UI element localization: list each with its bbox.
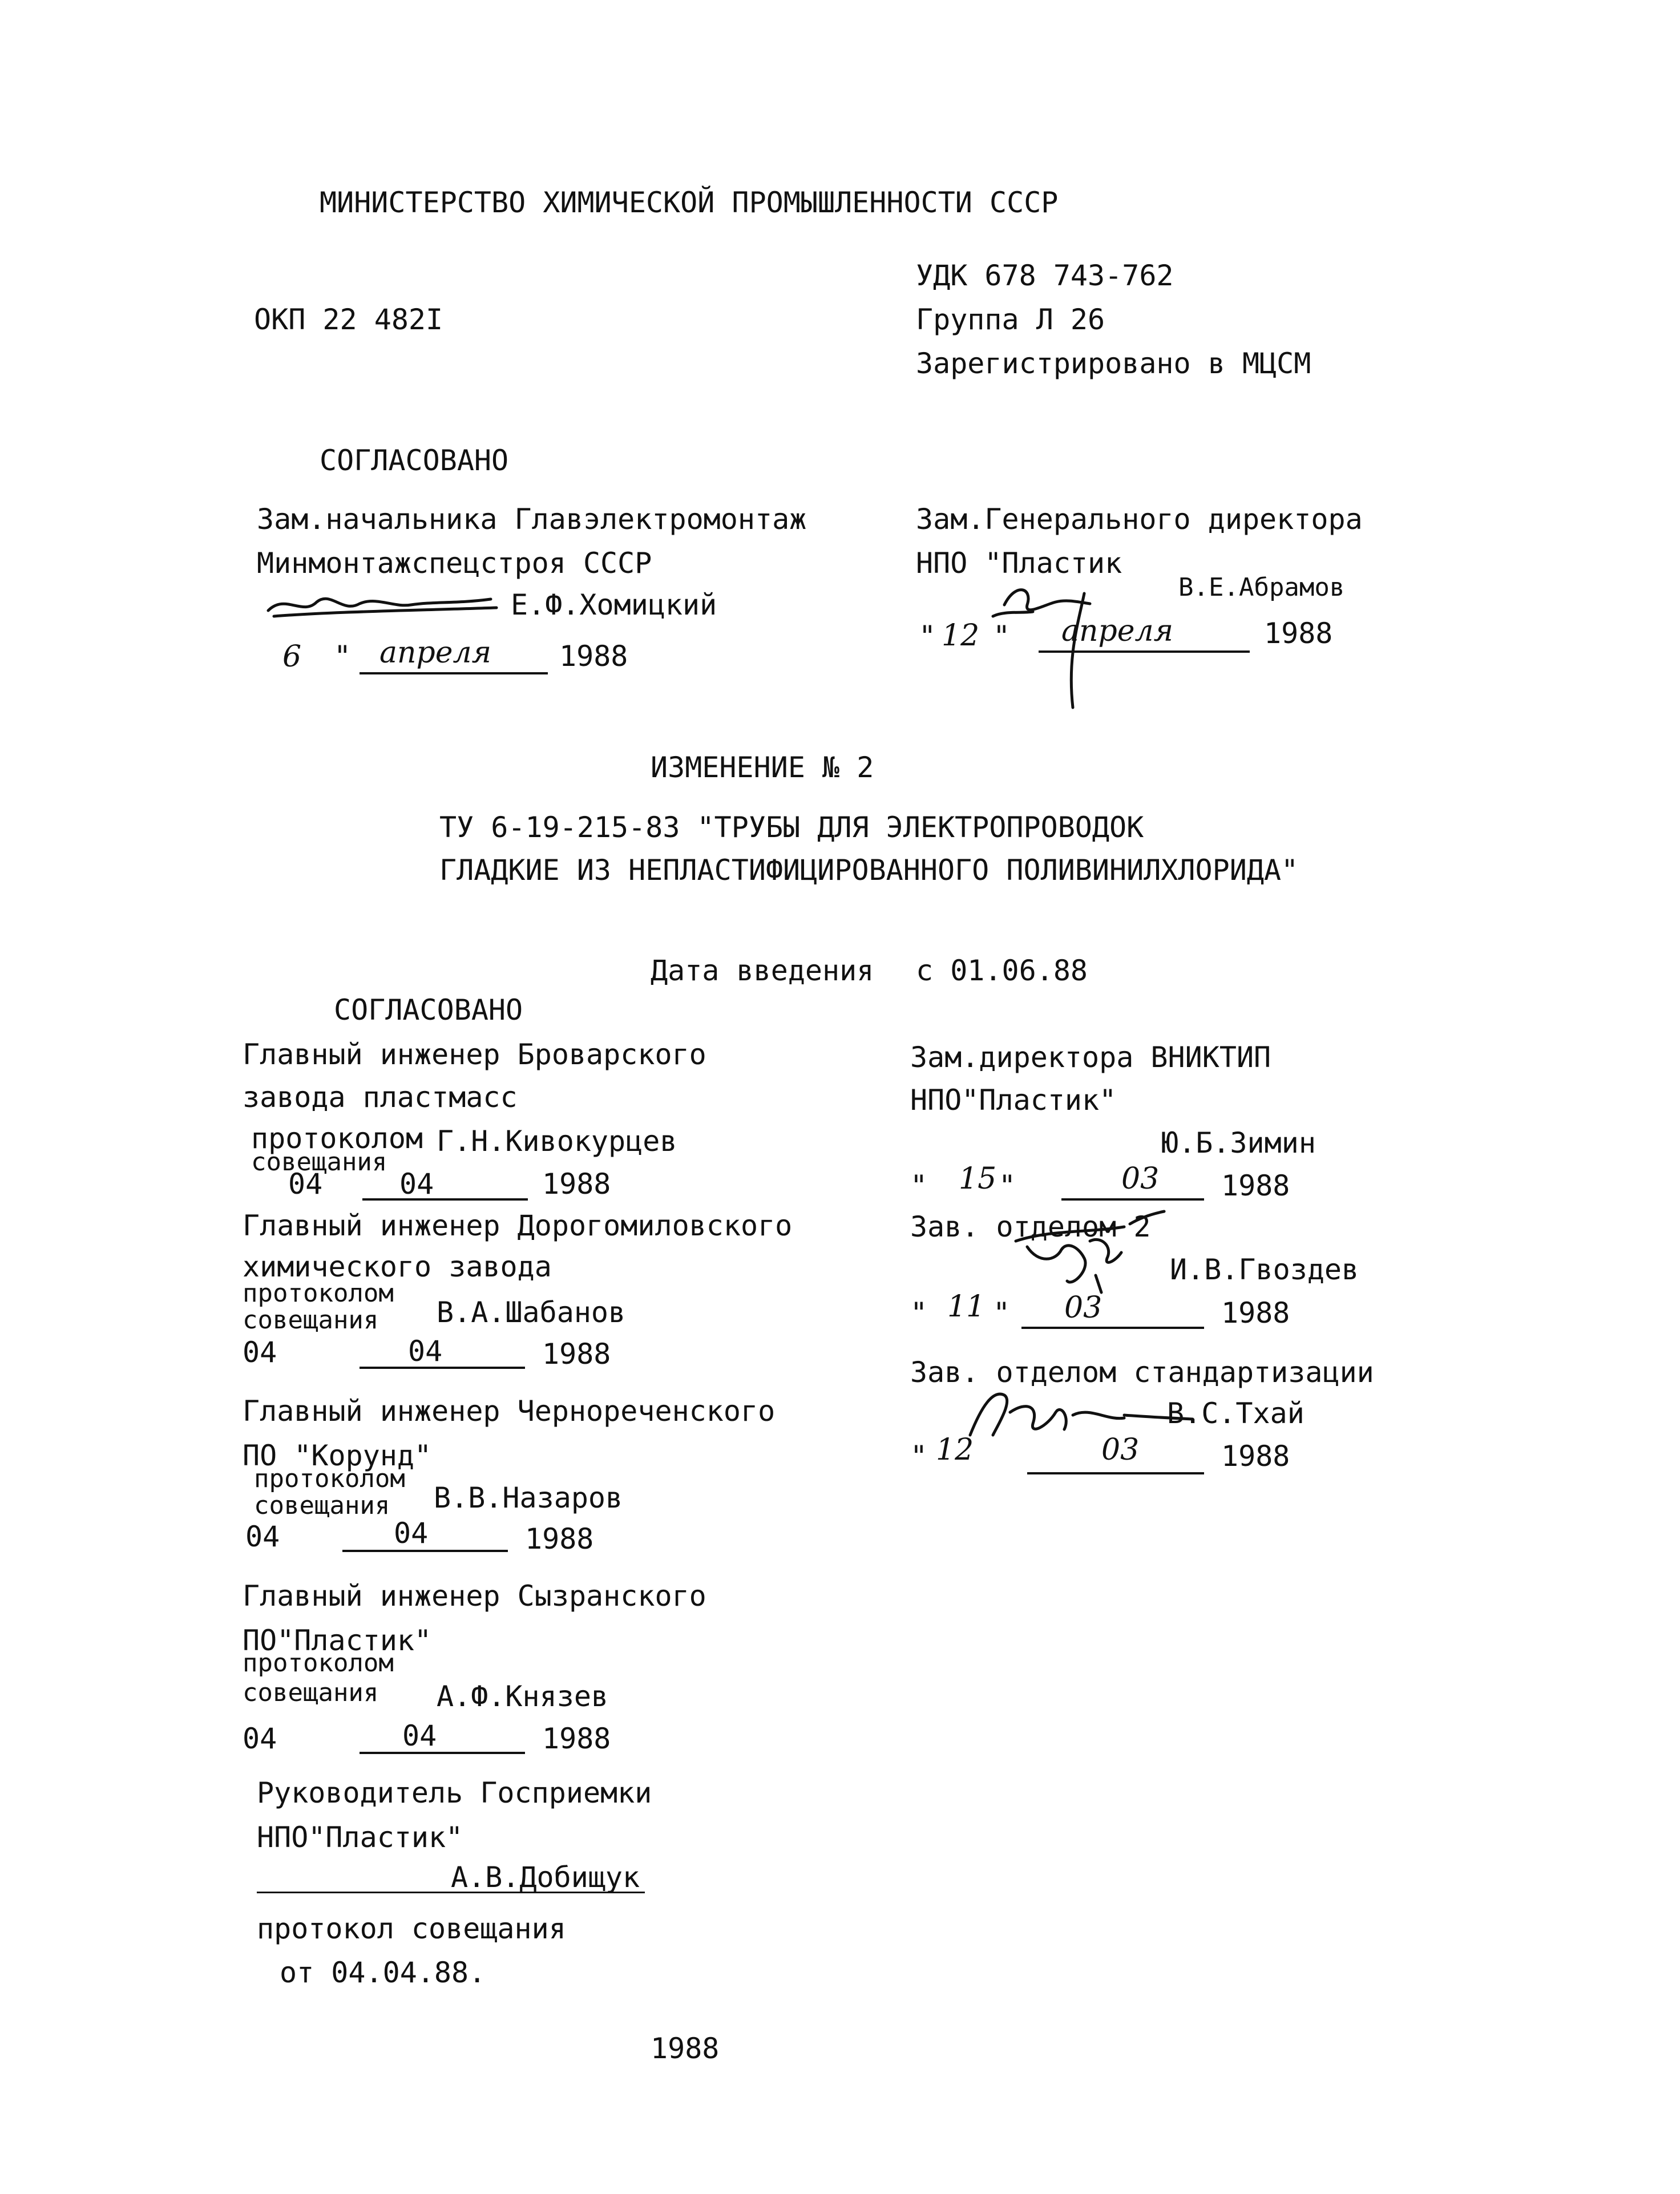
approver-left-name: Е.Ф.Хомицкий: [511, 588, 717, 621]
approver-right-month: апреля: [1061, 614, 1174, 648]
effective-date-label: Дата введения: [651, 954, 874, 987]
syzran-month: 04: [402, 1719, 437, 1752]
quote-mark: ": [910, 1169, 928, 1202]
standard-year: 1988: [1221, 1440, 1290, 1473]
syzran-year: 1988: [542, 1722, 611, 1755]
approver-right-day: 12: [942, 619, 980, 653]
date-underline: [360, 672, 548, 674]
signature-khomitsky: [262, 576, 502, 628]
date-underline: [360, 1367, 525, 1369]
dorogomilovo-protocol: протоколом: [243, 1279, 394, 1308]
brovary-month: 04: [399, 1167, 434, 1201]
registration-note: Зарегистрировано в МЦСМ: [916, 347, 1311, 380]
brovary-day: 04: [288, 1167, 323, 1201]
dept2-name: И.В.Гвоздев: [1170, 1253, 1359, 1286]
gospriemka-protocol: протокол совещания: [257, 1912, 566, 1945]
chernorechensk-meeting: совещания: [254, 1491, 390, 1520]
standard-title: Зав. отделом стандартизации: [910, 1356, 1374, 1389]
chernorechensk-year: 1988: [525, 1522, 594, 1555]
quote-mark: ": [999, 1169, 1016, 1202]
chernorechensk-name: В.В.Назаров: [434, 1481, 623, 1514]
approver-left-month: апреля: [379, 636, 492, 670]
brovary-name: Г.Н.Кивокурцев: [437, 1125, 677, 1158]
date-underline: [1039, 650, 1250, 653]
dept2-year: 1988: [1221, 1296, 1290, 1330]
spec-title-line2: ГЛАДКИЕ ИЗ НЕПЛАСТИФИЦИРОВАННОГО ПОЛИВИНИЛХЛОРИДА": [439, 854, 1299, 887]
gospriemka-line1: Руководитель Госприемки: [257, 1776, 652, 1809]
change-title: ИЗМЕНЕНИЕ № 2: [651, 751, 874, 784]
gospriemka-name: А.В.Добищук: [451, 1861, 640, 1894]
dorogomilovo-line2: химического завода: [243, 1250, 552, 1283]
vniktip-month: 03: [1121, 1162, 1160, 1196]
brovary-line2: завода пластмасс: [243, 1081, 518, 1114]
dorogomilovo-day: 04: [243, 1336, 277, 1369]
approver-left-year: 1988: [559, 640, 628, 673]
standard-day: 12: [936, 1433, 974, 1467]
dept2-title: Зав. отделом 2: [910, 1210, 1151, 1243]
vniktip-day: 15: [959, 1162, 997, 1196]
brovary-protocol: протоколом: [251, 1122, 423, 1155]
ministry-title: МИНИСТЕРСТВО ХИМИЧЕСКОЙ ПРОМЫШЛЕННОСТИ СССР: [320, 186, 1059, 219]
approver-left-line2: Минмонтажспецстроя СССР: [257, 547, 652, 580]
quote-mark: ": [910, 1440, 928, 1473]
gospriemka-date: от 04.04.88.: [280, 1956, 486, 1989]
udk-code: УДК 678 743-762: [916, 259, 1174, 292]
quote-mark: ": [993, 1296, 1011, 1330]
dept2-month: 03: [1064, 1291, 1102, 1325]
spec-title-line1: ТУ 6-19-215-83 "ТРУБЫ ДЛЯ ЭЛЕКТРОПРОВОДОК: [439, 811, 1144, 844]
signature-tkhai: [959, 1372, 1198, 1458]
dorogomilovo-line1: Главный инженер Дорогомиловского: [243, 1209, 793, 1242]
dorogomilovo-year: 1988: [542, 1338, 611, 1371]
brovary-meeting: совещания: [251, 1147, 387, 1177]
date-underline: [362, 1198, 528, 1201]
chernorechensk-month: 04: [394, 1517, 429, 1550]
approver-right-year: 1988: [1264, 617, 1333, 650]
approver-right-line1: Зам.Генерального директора: [916, 503, 1363, 536]
approver-left-line1: Зам.начальника Главэлектромонтаж: [257, 503, 807, 536]
approver-right-name: В.Е.Абрамов: [1178, 573, 1345, 602]
effective-date-value: с 01.06.88: [916, 954, 1088, 987]
standard-name: В.С.Тхай: [1167, 1397, 1305, 1430]
vniktip-name: Ю.Б.Зимин: [1161, 1126, 1316, 1159]
vniktip-line1: Зам.директора ВНИКТИП: [910, 1041, 1271, 1074]
quote-mark: ": [993, 620, 1011, 653]
standard-month: 03: [1101, 1433, 1140, 1467]
quote-mark: ": [919, 620, 936, 653]
gospriemka-line2: НПО"Пластик": [257, 1821, 463, 1854]
approval-heading-bottom: СОГЛАСОВАНО: [334, 993, 523, 1027]
quote-mark: ": [334, 640, 352, 673]
group-code: Группа Л 26: [916, 303, 1105, 336]
date-underline: [1027, 1472, 1204, 1474]
syzran-protocol: протоколом: [243, 1648, 394, 1678]
syzran-meeting: совещания: [243, 1678, 379, 1707]
quote-mark: ": [910, 1296, 928, 1330]
chernorechensk-protocol: протоколом: [254, 1464, 405, 1493]
syzran-day: 04: [243, 1722, 277, 1755]
approval-heading-top: СОГЛАСОВАНО: [320, 444, 509, 477]
footer-year: 1988: [651, 2032, 720, 2065]
chernorechensk-day: 04: [245, 1520, 280, 1553]
vniktip-line2: НПО"Пластик": [910, 1084, 1117, 1117]
vniktip-year: 1988: [1221, 1169, 1290, 1202]
syzran-line1: Главный инженер Сызранского: [243, 1579, 706, 1613]
brovary-year: 1988: [542, 1167, 611, 1201]
brovary-line1: Главный инженер Броварского: [243, 1038, 706, 1071]
dorogomilovo-meeting: совещания: [243, 1306, 379, 1335]
date-underline: [1021, 1327, 1204, 1329]
dorogomilovo-name: В.А.Шабанов: [437, 1296, 626, 1329]
dorogomilovo-month: 04: [408, 1335, 443, 1368]
chernorechensk-line2: ПО "Корунд": [243, 1439, 432, 1472]
syzran-line2: ПО"Пластик": [243, 1624, 432, 1657]
approver-left-day: 6: [282, 640, 302, 674]
okp-code: ОКП 22 482I: [254, 303, 443, 336]
chernorechensk-line1: Главный инженер Черноречeнского: [243, 1395, 776, 1428]
date-underline: [342, 1550, 508, 1552]
syzran-name: А.Ф.Князев: [437, 1680, 609, 1713]
dept2-day: 11: [947, 1290, 986, 1324]
date-underline: [1061, 1198, 1204, 1201]
approver-right-line2: НПО "Пластик: [916, 547, 1122, 580]
date-underline: [360, 1752, 525, 1754]
